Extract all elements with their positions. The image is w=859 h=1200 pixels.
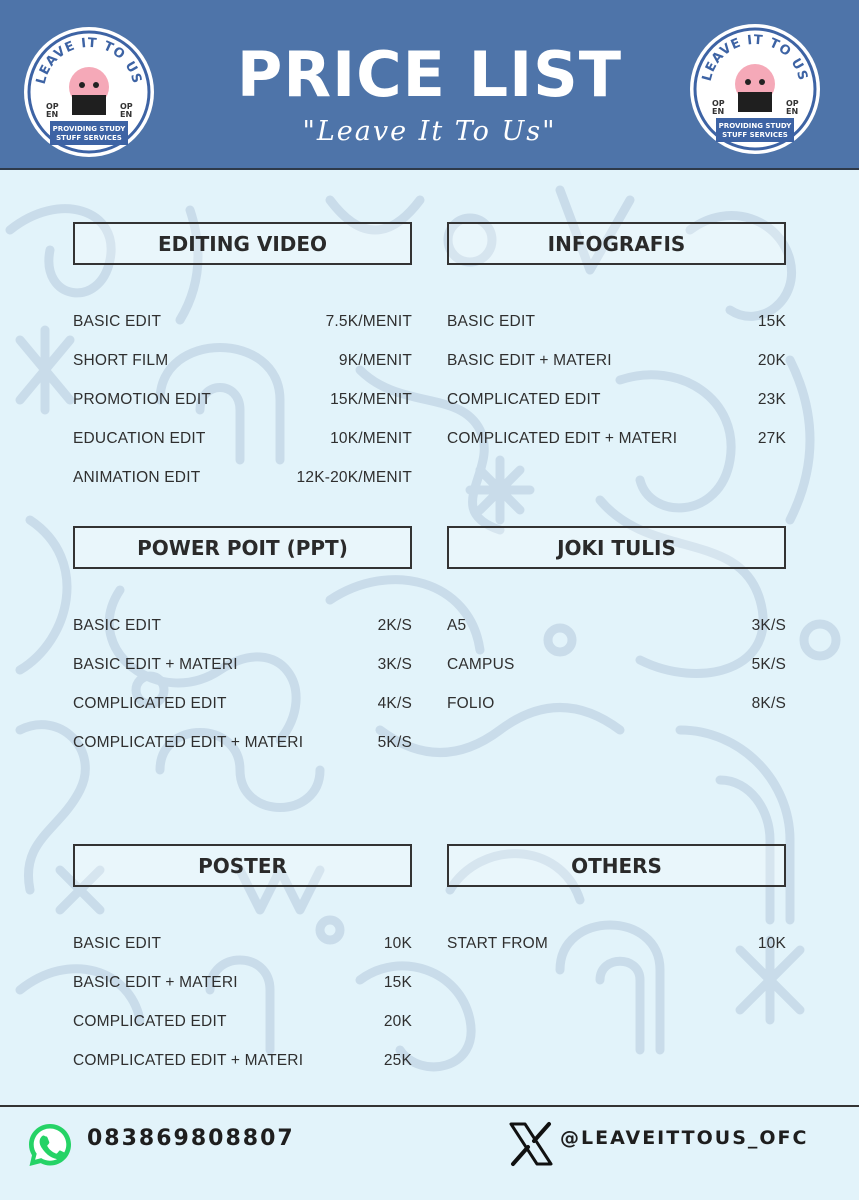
item-price: 10K: [757, 934, 786, 952]
price-row: [73, 302, 412, 341]
item-name: BASIC EDIT + MATERI: [447, 351, 612, 369]
svg-text:EN: EN: [712, 107, 725, 116]
section-poster: [73, 844, 412, 1080]
item-price: 3K/S: [751, 616, 786, 634]
item-name: BASIC EDIT: [447, 312, 536, 330]
svg-text:EN: EN: [786, 107, 799, 116]
item-name: COMPLICATED EDIT + MATERI: [447, 429, 678, 447]
price-row: [447, 924, 786, 963]
svg-text:OP: OP: [120, 102, 133, 111]
svg-text:STUFF SERVICES: STUFF SERVICES: [722, 131, 788, 139]
item-name: BASIC EDIT: [73, 312, 162, 330]
section-power-point: [73, 526, 412, 762]
section-title: OTHERS: [447, 844, 786, 887]
item-name: START FROM: [447, 934, 549, 952]
item-price: 25K: [383, 1051, 412, 1069]
brand-logo-right: [688, 22, 822, 156]
price-row: [73, 606, 412, 645]
price-row: [73, 723, 412, 762]
item-price: 9K/MENIT: [338, 351, 412, 369]
price-row: [447, 419, 786, 458]
price-row: [73, 963, 412, 1002]
svg-text:LEAVE IT TO US: LEAVE IT TO US: [33, 35, 145, 86]
item-name: COMPLICATED EDIT: [73, 1012, 227, 1030]
item-price: 15K: [757, 312, 786, 330]
price-row: [73, 458, 412, 497]
item-name: A5: [447, 616, 467, 634]
section-others: [447, 844, 786, 963]
section-editing-video: [73, 222, 412, 497]
svg-text:EN: EN: [46, 110, 59, 119]
price-row: [447, 645, 786, 684]
item-price: 10K: [383, 934, 412, 952]
price-row: [73, 645, 412, 684]
section-title: POSTER: [73, 844, 412, 887]
item-price: 27K: [757, 429, 786, 447]
item-name: COMPLICATED EDIT: [73, 694, 227, 712]
item-name: EDUCATION EDIT: [73, 429, 206, 447]
item-price: 5K/S: [377, 733, 412, 751]
item-price: 10K/MENIT: [330, 429, 412, 447]
price-row: [447, 302, 786, 341]
phone-number[interactable]: 083869808807: [87, 1126, 295, 1151]
item-price: 20K: [383, 1012, 412, 1030]
item-name: SHORT FILM: [73, 351, 169, 369]
section-joki-tulis: [447, 526, 786, 723]
svg-text:OP: OP: [46, 102, 59, 111]
item-name: BASIC EDIT: [73, 934, 162, 952]
item-name: COMPLICATED EDIT + MATERI: [73, 1051, 304, 1069]
price-row: [447, 684, 786, 723]
section-title: POWER POIT (PPT): [73, 526, 412, 569]
item-name: BASIC EDIT: [73, 616, 162, 634]
page-subtitle: "Leave It To Us": [302, 116, 557, 147]
section-title: INFOGRAFIS: [447, 222, 786, 265]
item-price: 20K: [757, 351, 786, 369]
item-name: COMPLICATED EDIT: [447, 390, 601, 408]
item-price: 15K/MENIT: [330, 390, 412, 408]
item-name: PROMOTION EDIT: [73, 390, 211, 408]
item-price: 3K/S: [377, 655, 412, 673]
item-price: 5K/S: [751, 655, 786, 673]
item-name: COMPLICATED EDIT + MATERI: [73, 733, 304, 751]
price-row: [73, 1002, 412, 1041]
item-price: 2K/S: [377, 616, 412, 634]
page-title: PRICE LIST: [236, 38, 623, 111]
item-name: ANIMATION EDIT: [73, 468, 201, 486]
svg-text:EN: EN: [120, 110, 133, 119]
footer-divider: [0, 1105, 859, 1107]
svg-text:OP: OP: [712, 99, 725, 108]
price-row: [447, 341, 786, 380]
price-row: [73, 380, 412, 419]
svg-text:PROVIDING STUDY: PROVIDING STUDY: [718, 122, 792, 130]
svg-text:STUFF SERVICES: STUFF SERVICES: [56, 134, 122, 142]
svg-text:PROVIDING STUDY: PROVIDING STUDY: [52, 125, 126, 133]
price-row: [73, 924, 412, 963]
brand-logo-left: [22, 25, 156, 159]
section-title: EDITING VIDEO: [73, 222, 412, 265]
header-banner: [0, 0, 859, 170]
item-price: 8K/S: [751, 694, 786, 712]
item-name: CAMPUS: [447, 655, 515, 673]
item-name: FOLIO: [447, 694, 495, 712]
price-row: [447, 380, 786, 419]
svg-text:LEAVE IT TO US: LEAVE IT TO US: [699, 32, 811, 83]
item-price: 15K: [383, 973, 412, 991]
item-name: BASIC EDIT + MATERI: [73, 655, 238, 673]
price-row: [73, 419, 412, 458]
whatsapp-icon[interactable]: [26, 1121, 74, 1169]
svg-text:OP: OP: [786, 99, 799, 108]
item-price: 4K/S: [377, 694, 412, 712]
item-price: 23K: [757, 390, 786, 408]
item-name: BASIC EDIT + MATERI: [73, 973, 238, 991]
price-row: [447, 606, 786, 645]
x-logo-icon[interactable]: [508, 1121, 554, 1167]
price-row: [73, 1041, 412, 1080]
item-price: 7.5K/MENIT: [325, 312, 412, 330]
item-price: 12K-20K/MENIT: [296, 468, 412, 486]
section-infografis: [447, 222, 786, 458]
price-row: [73, 341, 412, 380]
price-row: [73, 684, 412, 723]
social-handle[interactable]: @LEAVEITTOUS_OFC: [560, 1127, 809, 1149]
section-title: JOKI TULIS: [447, 526, 786, 569]
